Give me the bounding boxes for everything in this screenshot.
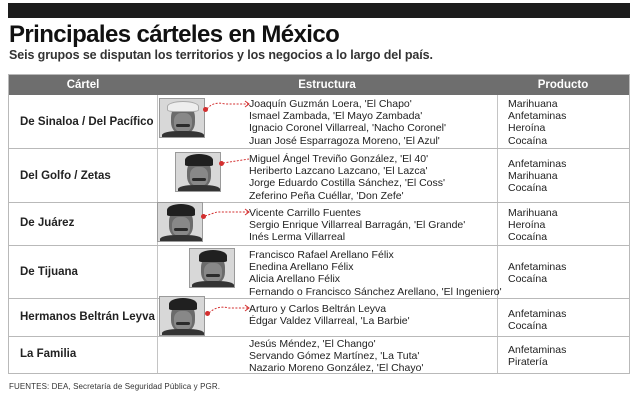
product: Anfetaminas xyxy=(508,344,567,356)
member: Nazario Moreno González, 'El Chayo' xyxy=(249,362,424,375)
header-producto: Producto xyxy=(537,79,589,91)
product: Anfetaminas xyxy=(508,110,567,123)
product: Cocaína xyxy=(508,134,548,147)
table-row xyxy=(9,95,629,148)
connector-arrow-icon xyxy=(207,302,251,318)
table-row xyxy=(9,336,629,374)
cartel-name: Del Golfo / Zetas xyxy=(20,170,111,182)
connector-dot xyxy=(205,311,210,316)
header-estructura: Estructura xyxy=(298,79,356,91)
portrait-photo xyxy=(157,202,203,242)
member: Jesús Méndez, 'El Chango' xyxy=(249,338,376,350)
structure-list xyxy=(249,303,410,327)
connector-arrow-icon xyxy=(221,154,251,168)
page-subtitle: Seis grupos se disputan los territorios y los negocios a lo largo del país. xyxy=(9,48,433,62)
sources-footnote: FUENTES: DEA, Secretaría de Seguridad Pública y PGR. xyxy=(9,382,221,391)
product: Anfetaminas xyxy=(508,308,567,320)
product: Cocaína xyxy=(508,320,548,333)
connector-arrow-icon xyxy=(203,206,251,222)
portrait-photo xyxy=(159,98,205,138)
cartel-name: De Sinaloa / Del Pacífico xyxy=(20,116,154,128)
connector-dot xyxy=(201,214,206,219)
member: Édgar Valdez Villarreal, 'La Barbie' xyxy=(249,315,410,328)
portrait-photo xyxy=(175,152,221,192)
table-row xyxy=(9,298,629,336)
connector-dot xyxy=(203,107,208,112)
structure-list xyxy=(249,338,423,375)
product: Marihuana xyxy=(508,170,558,183)
page-title: Principales cárteles en México xyxy=(9,21,340,48)
cartels-table xyxy=(8,74,630,374)
product-list xyxy=(508,207,558,244)
member: Sergio Enrique Villarreal Barragán, 'El Grande' xyxy=(249,219,466,232)
member: Juan José Esparragoza Moreno, 'El Azul' xyxy=(249,134,440,147)
structure-list xyxy=(249,98,446,147)
portrait-photo xyxy=(189,248,235,288)
member: Vicente Carrillo Fuentes xyxy=(249,207,361,219)
portrait-photo xyxy=(159,296,205,336)
member: Alicia Arellano Félix xyxy=(249,273,341,286)
cartel-name: De Tijuana xyxy=(20,266,78,278)
product: Anfetaminas xyxy=(508,158,567,170)
product: Marihuana xyxy=(508,98,558,110)
table-row xyxy=(9,148,629,202)
product: Cocaína xyxy=(508,231,548,244)
member: Jorge Eduardo Costilla Sánchez, 'El Coss' xyxy=(249,177,446,190)
member: Ignacio Coronel Villarreal, 'Nacho Coronel' xyxy=(249,122,447,135)
product-list xyxy=(508,158,566,195)
cartel-name: La Familia xyxy=(20,348,77,360)
member: Miguel Ángel Treviño González, 'El 40' xyxy=(249,153,429,165)
structure-list xyxy=(249,249,502,298)
member: Heriberto Lazcano Lazcano, 'El Lazca' xyxy=(249,165,428,178)
product: Heroína xyxy=(508,122,546,135)
product-list xyxy=(508,98,566,147)
product: Marihuana xyxy=(508,207,558,219)
header-cartel: Cártel xyxy=(66,79,100,91)
product: Cocaína xyxy=(508,273,548,286)
product: Cocaína xyxy=(508,182,548,195)
table-header xyxy=(9,75,629,95)
table-row xyxy=(9,202,629,245)
member: Inés Lerma Villarreal xyxy=(249,231,346,244)
product: Heroína xyxy=(508,219,546,232)
member: Ismael Zambada, 'El Mayo Zambada' xyxy=(249,110,423,123)
structure-list xyxy=(249,207,465,244)
connector-arrow-icon xyxy=(205,99,251,115)
product-list xyxy=(508,308,566,332)
product-list xyxy=(508,261,566,285)
product: Anfetaminas xyxy=(508,261,567,273)
product-list xyxy=(508,344,566,368)
member: Francisco Rafael Arellano Félix xyxy=(249,249,394,261)
member: Joaquín Guzmán Loera, 'El Chapo' xyxy=(249,98,412,110)
table-row xyxy=(9,245,629,298)
structure-list xyxy=(249,153,445,202)
member: Zeferino Peña Cuéllar, 'Don Zefe' xyxy=(249,189,404,202)
top-bar xyxy=(8,3,630,18)
member: Arturo y Carlos Beltrán Leyva xyxy=(249,303,387,315)
member: Enedina Arellano Félix xyxy=(249,261,354,274)
product: Piratería xyxy=(508,356,548,369)
member: Fernando o Francisco Sánchez Arellano, 'El Ingeniero' xyxy=(249,285,502,298)
cartel-name: De Juárez xyxy=(20,217,75,229)
connector-dot xyxy=(219,161,224,166)
cartel-name: Hermanos Beltrán Leyva xyxy=(20,311,155,323)
member: Servando Gómez Martínez, 'La Tuta' xyxy=(249,350,420,363)
